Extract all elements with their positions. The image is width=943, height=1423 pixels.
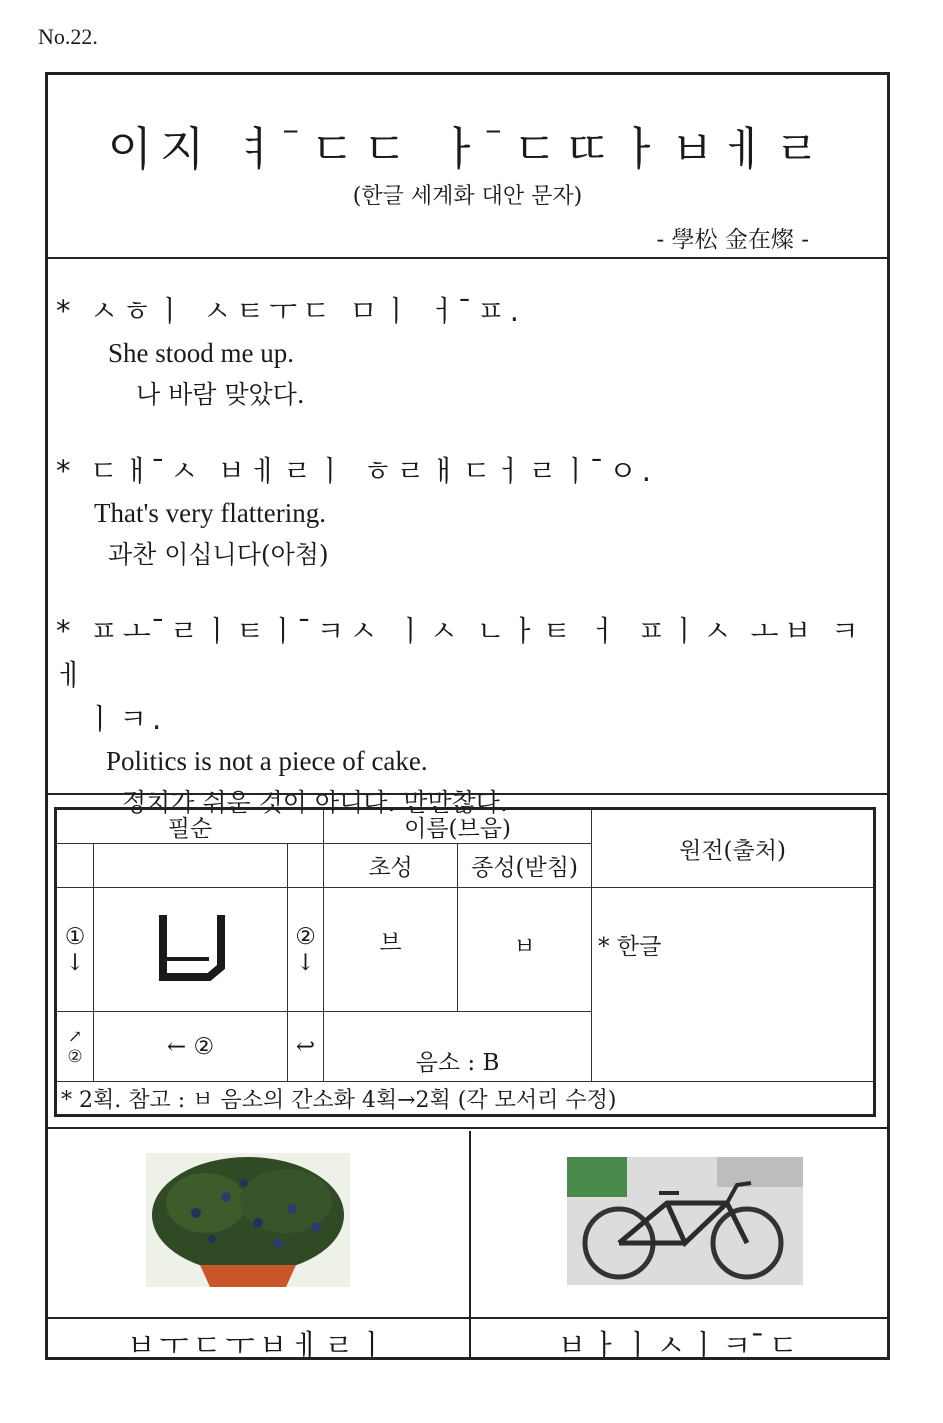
note-text: * 2획. 참고 : ㅂ 음소의 간소화 4획→2획 (각 모서리 수정) bbox=[56, 1082, 875, 1116]
curve-arrow-icon: ↩ bbox=[288, 1012, 324, 1082]
initial-header: 초성 bbox=[324, 844, 458, 888]
example-korean: 과찬 이십니다(아첨) bbox=[108, 540, 329, 569]
bicycle-photo bbox=[567, 1157, 803, 1285]
final-header: 종성(받침) bbox=[458, 844, 592, 888]
example-hangul: * ㄷㅐ ̄ㅅ ㅂㅔㄹㅣ ㅎㄹㅐㄷㅓㄹㅣ ̄ㅇ. bbox=[56, 454, 657, 488]
stroke-1-number: ① bbox=[64, 923, 86, 950]
picture-caption: ㅂㅜㄷㅜㅂㅔㄹㅣ bbox=[126, 1329, 391, 1364]
stroke-3-cell bbox=[56, 1012, 94, 1082]
subtitle: (한글 세계화 대안 문자) bbox=[352, 184, 583, 209]
stroke-order-header: 필순 bbox=[56, 809, 324, 844]
example-english: Politics is not a piece of cake. bbox=[106, 746, 428, 776]
arrow-up-right-icon: ↗ bbox=[67, 1026, 83, 1047]
example-korean: 나 바람 맞았다. bbox=[136, 380, 305, 409]
divider bbox=[48, 793, 887, 795]
blueberry-bush-photo bbox=[146, 1153, 350, 1287]
example-hangul: * ㅅㅎㅣ ㅅㅌㅜㄷ ㅁㅣ ㅓ ̄ㅍ. bbox=[56, 294, 524, 328]
divider bbox=[48, 257, 887, 259]
name-header: 이름(브읍) bbox=[324, 809, 592, 844]
example-1 bbox=[56, 289, 879, 417]
picture-section bbox=[48, 1131, 887, 1364]
origin-header: 원전(출처) bbox=[592, 809, 875, 888]
glyph-cell bbox=[94, 888, 288, 1012]
stroke-left-cell: ← ② bbox=[94, 1012, 288, 1082]
stroke-3-number: ② bbox=[67, 1046, 83, 1067]
example-english: She stood me up. bbox=[108, 338, 294, 368]
example-hangul: * ㅍㅗ ̄ㄹㅣㅌㅣ ̄ㅋㅅ ㅣㅅ ㄴㅏㅌ ㅓ ㅍㅣㅅ ㅗㅂ ㅋㅔ bbox=[56, 614, 864, 692]
stroke-order-table bbox=[54, 807, 876, 1117]
example-korean: 정치가 쉬운 것이 아니다. 만만찮다. bbox=[122, 788, 508, 817]
worksheet-frame bbox=[45, 72, 890, 1364]
author: - 學松 金在燦 - bbox=[656, 227, 809, 253]
initial-glyph: 브 bbox=[324, 888, 458, 1012]
bieup-glyph-icon bbox=[151, 907, 231, 987]
final-glyph: ㅂ bbox=[458, 888, 592, 1012]
picture-caption: ㅂㅏㅣㅅㅣㅋ ̄ㄷ bbox=[557, 1329, 802, 1364]
stroke-2-cell bbox=[288, 888, 324, 1012]
stroke-2-number: ② bbox=[295, 923, 316, 950]
divider bbox=[48, 1317, 887, 1319]
arrow-down-icon: ↓ bbox=[65, 949, 85, 976]
phoneme-label: 음소 : B bbox=[324, 1012, 592, 1082]
stroke-1-cell bbox=[56, 888, 94, 1012]
page-title: 이지 ㅕ ̄ㄷㄷ ㅏ ̄ㄷㄸㅏㅂㅔㄹ bbox=[107, 122, 828, 176]
example-english: That's very flattering. bbox=[94, 498, 327, 528]
example-hangul-continued: ㅣㅋ. bbox=[86, 702, 167, 736]
example-2 bbox=[56, 449, 879, 577]
origin-text: * 한글 bbox=[592, 888, 875, 1082]
arrow-down-icon: ↓ bbox=[295, 949, 316, 976]
page-number: No.22. bbox=[38, 24, 98, 49]
divider bbox=[48, 1127, 887, 1129]
